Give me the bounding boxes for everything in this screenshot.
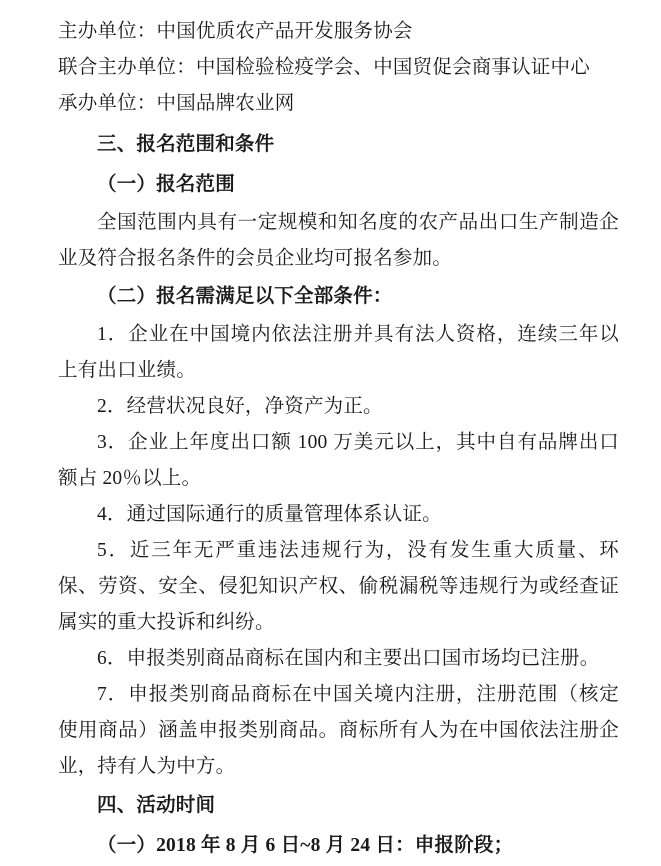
condition-item-4: 4．通过国际通行的质量管理体系认证。 <box>97 504 442 525</box>
section-four-item-1: （一）2018 年 8 月 6 日~8 月 24 日：申报阶段； <box>97 835 514 856</box>
section-three-sub-one-heading: （一）报名范围 <box>97 174 235 195</box>
section-three-sub-one-paragraph: 全国范围内具有一定规模和知名度的农产品出口生产制造企业及符合报名条件的会员企业均可报名参加。 <box>58 212 619 269</box>
condition-item-2: 2．经营状况良好，净资产为正。 <box>97 396 383 417</box>
condition-item-1: 1．企业在中国境内依法注册并具有法人资格，连续三年以上有出口业绩。 <box>58 324 619 381</box>
condition-item-6: 6．申报类别商品商标在国内和主要出口国市场均已注册。 <box>97 648 600 669</box>
section-four-heading: 四、活动时间 <box>97 795 216 816</box>
condition-item-3: 3．企业上年度出口额 100 万美元以上，其中自有品牌出口额占 20％以上。 <box>58 432 619 489</box>
section-three-sub-two-heading: （二）报名需满足以下全部条件： <box>97 286 393 307</box>
organizer-line-1: 主办单位：中国优质农产品开发服务协会 <box>58 21 413 42</box>
organizer-line-3: 承办单位：中国品牌农业网 <box>58 93 295 114</box>
organizer-line-2: 联合主办单位：中国检验检疫学会、中国贸促会商事认证中心 <box>58 57 590 78</box>
organizer-block <box>58 14 619 122</box>
section-three-heading: 三、报名范围和条件 <box>97 134 275 155</box>
condition-item-7: 7．申报类别商品商标在中国关境内注册，注册范围（核定使用商品）涵盖申报类别商品。商标所有人为在中国依法注册企业，持有人为中方。 <box>58 684 619 777</box>
condition-item-5: 5．近三年无严重违法违规行为，没有发生重大质量、环保、劳资、安全、侵犯知识产权、偷税漏税等违规行为或经查证属实的重大投诉和纠纷。 <box>58 540 619 633</box>
